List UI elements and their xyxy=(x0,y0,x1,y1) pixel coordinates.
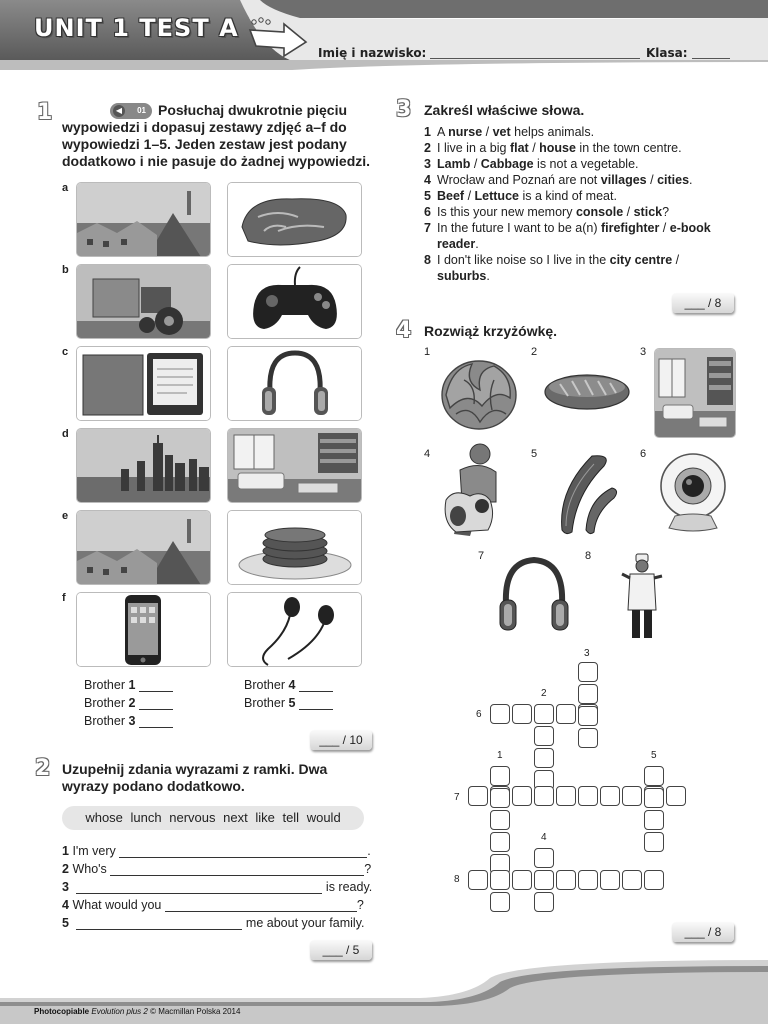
brother-number: 1 xyxy=(128,678,136,692)
living-room-photo xyxy=(654,348,736,438)
crossword-cell[interactable] xyxy=(490,788,510,808)
word-choice[interactable]: villages xyxy=(600,173,647,187)
crossword-cell[interactable] xyxy=(490,892,510,912)
word-choice[interactable]: house xyxy=(539,141,576,155)
sentence-blank[interactable] xyxy=(76,929,242,930)
item-text: / xyxy=(470,157,481,171)
footer-prefix: Photocopiable xyxy=(34,1007,90,1016)
footer-publisher: © Macmillan Polska 2014 xyxy=(150,1007,241,1016)
item-text: / xyxy=(623,205,634,219)
crossword-cell[interactable] xyxy=(490,704,510,724)
word-box xyxy=(62,806,364,830)
sentence-5 xyxy=(62,916,365,930)
exercise-3-item xyxy=(424,188,724,204)
brother-number: 4 xyxy=(288,678,296,692)
word-choice[interactable]: suburbs xyxy=(437,269,487,283)
item-text: . xyxy=(486,269,490,283)
brother-label: Brother xyxy=(244,678,285,692)
exercise-2-number: 2 xyxy=(35,756,51,781)
picture-number: 5 xyxy=(531,448,538,460)
brother-answer-5[interactable] xyxy=(244,696,333,710)
item-text: / xyxy=(482,125,493,139)
answer-blank[interactable] xyxy=(299,709,333,710)
crossword-cell[interactable] xyxy=(556,870,576,890)
audio-track-number: 01 xyxy=(137,106,146,116)
crossword-cell[interactable] xyxy=(578,728,598,748)
item-number: 6 xyxy=(424,205,431,219)
crossword-cell[interactable] xyxy=(512,704,532,724)
crossword-cell[interactable] xyxy=(534,726,554,746)
clue-number: 3 xyxy=(584,648,590,659)
audio-track-button[interactable] xyxy=(110,103,152,119)
answer-blank[interactable] xyxy=(139,691,173,692)
crossword-cell[interactable] xyxy=(578,662,598,682)
sentence-text-end: ? xyxy=(356,898,364,912)
item-number: 1 xyxy=(424,125,431,139)
chef-photo xyxy=(620,550,664,642)
clue-number: 1 xyxy=(497,750,503,761)
item-text: / xyxy=(672,253,680,267)
exercise-3-item xyxy=(424,156,724,172)
item-text: . xyxy=(689,173,693,187)
picture-number: 2 xyxy=(531,346,538,358)
item-text: ? xyxy=(662,205,670,219)
crossword-cell[interactable] xyxy=(644,788,664,808)
picture-number: 3 xyxy=(640,346,647,358)
item-text: helps animals. xyxy=(510,125,595,139)
exercise-1-score: ___ / 10 xyxy=(310,730,372,750)
crossword-cell[interactable] xyxy=(468,786,488,806)
sentence-number: 4 xyxy=(62,898,69,912)
crossword-cell[interactable] xyxy=(512,786,532,806)
picture-number: 7 xyxy=(478,550,485,562)
answer-blank[interactable] xyxy=(139,727,173,728)
item-number: 7 xyxy=(424,221,431,235)
exercise-3-number: 3 xyxy=(396,97,412,122)
item-text: is a kind of meat. xyxy=(518,189,617,203)
class-field[interactable] xyxy=(692,58,730,59)
photo-set-letter: f xyxy=(62,592,66,604)
sentence-number: 1 xyxy=(62,844,69,858)
item-number: 5 xyxy=(424,189,431,203)
crossword-cell[interactable] xyxy=(534,848,554,868)
exercise-3-item xyxy=(424,220,724,252)
item-text: I don't like noise so I live in the xyxy=(437,253,610,267)
copyright-note xyxy=(34,1007,240,1016)
sentence-blank[interactable] xyxy=(76,893,322,894)
crossword-cell[interactable] xyxy=(490,870,510,890)
crossword-cell[interactable] xyxy=(534,870,554,890)
item-text: / xyxy=(646,173,658,187)
picture-number: 8 xyxy=(585,550,592,562)
exercise-3-item xyxy=(424,204,724,220)
item-text: Wrocław and Poznań are not xyxy=(437,173,601,187)
crossword-cell[interactable] xyxy=(534,786,554,806)
earphones-photo xyxy=(227,592,362,667)
class-label: Klasa: xyxy=(646,46,688,60)
sentence-text-end: ? xyxy=(364,862,372,876)
crossword-cell[interactable] xyxy=(578,684,598,704)
sentence-blank[interactable] xyxy=(119,857,367,858)
brother-number: 2 xyxy=(128,696,136,710)
crossword-cell[interactable] xyxy=(534,704,554,724)
word-choice[interactable]: Lamb xyxy=(437,157,471,171)
sentence-3 xyxy=(62,880,372,894)
sentence-blank[interactable] xyxy=(110,875,364,876)
item-text: In the future I want to be a(n) xyxy=(437,221,601,235)
clue-number: 4 xyxy=(541,832,547,843)
word-choice[interactable]: vet xyxy=(492,125,511,139)
picture-number: 4 xyxy=(424,448,431,460)
brother-label: Brother xyxy=(84,696,125,710)
item-text: I live in a big xyxy=(437,141,510,155)
crossword-cell[interactable] xyxy=(490,766,510,786)
word-choice[interactable]: Lettuce xyxy=(474,189,519,203)
old-town-photo xyxy=(76,510,211,585)
word-choice[interactable]: firefighter xyxy=(600,221,660,235)
exercise-3-item xyxy=(424,140,724,156)
word-choice[interactable]: city centre xyxy=(609,253,673,267)
item-number: 8 xyxy=(424,253,431,267)
photo-set-letter: d xyxy=(62,428,69,440)
exercise-1-instruction-text: Posłuchaj dwukrotnie pięciu wypowiedzi i dopasuj zestawy zdjęć a–f do wypowiedzi 1–5. Jeden zestaw jest podany dodatkowo i nie pasuje do żadnej wypowiedzi. xyxy=(62,102,371,170)
test-title: UNIT 1 TEST A xyxy=(34,14,239,42)
crossword-cell[interactable] xyxy=(622,786,642,806)
page-header xyxy=(0,0,768,74)
exercise-3-instruction: Zakreśl właściwe słowa. xyxy=(424,102,585,118)
crossword-cell[interactable] xyxy=(644,832,664,852)
old-town-photo xyxy=(76,182,211,257)
headphones-photo xyxy=(227,346,362,421)
clue-number: 6 xyxy=(476,709,482,720)
word-choice[interactable]: console xyxy=(575,205,624,219)
clue-number: 5 xyxy=(651,750,657,761)
item-text: is not a vegetable. xyxy=(533,157,639,171)
clue-number: 2 xyxy=(541,688,547,699)
word-choice[interactable]: nurse xyxy=(448,125,483,139)
footer-book-title: Evolution plus 2 xyxy=(91,1007,148,1016)
sentence-text: I'm very xyxy=(72,844,116,858)
item-text: / xyxy=(528,141,540,155)
crossword-cell[interactable] xyxy=(622,870,642,890)
crossword-cell[interactable] xyxy=(600,870,620,890)
crossword-cell[interactable] xyxy=(512,870,532,890)
item-number: 3 xyxy=(424,157,431,171)
crossword-cell[interactable] xyxy=(534,892,554,912)
brother-label: Brother xyxy=(84,678,125,692)
sentence-text-end: is ready. xyxy=(325,880,373,894)
photo-set-letter: a xyxy=(62,182,69,194)
item-text: . xyxy=(475,237,479,251)
crossword-cell[interactable] xyxy=(644,766,664,786)
item-text: / xyxy=(659,221,670,235)
crossword-cell[interactable] xyxy=(556,786,576,806)
word-choice[interactable]: e-book reader xyxy=(437,221,711,251)
sentence-4 xyxy=(62,898,364,912)
pancakes-photo xyxy=(227,510,362,585)
crossword-cell[interactable] xyxy=(644,870,664,890)
crossword-cell[interactable] xyxy=(578,706,598,726)
exercise-2-instruction: Uzupełnij zdania wyrazami z ramki. Dwa wyrazy podano dodatkowo. xyxy=(62,761,328,794)
webcam-photo xyxy=(655,452,731,534)
brother-label: Brother xyxy=(244,696,285,710)
brother-answer-2[interactable] xyxy=(84,696,173,710)
smartphone-photo xyxy=(76,592,211,667)
crossword-cell[interactable] xyxy=(534,748,554,768)
word-option: next xyxy=(223,810,248,825)
crossword-cell[interactable] xyxy=(556,704,576,724)
tractor-photo xyxy=(76,264,211,339)
sentence-number: 5 xyxy=(62,916,69,930)
sentence-blank[interactable] xyxy=(165,911,357,912)
clue-number: 8 xyxy=(454,874,460,885)
crossword-cell[interactable] xyxy=(578,870,598,890)
clue-number: 7 xyxy=(454,792,460,803)
brother-number: 3 xyxy=(128,714,136,728)
brother-number: 5 xyxy=(288,696,296,710)
crossword-cell[interactable] xyxy=(468,870,488,890)
item-text: A xyxy=(437,125,449,139)
lettuce-photo xyxy=(436,350,522,434)
word-choice[interactable]: cities xyxy=(657,173,690,187)
photo-set-letter: b xyxy=(62,264,69,276)
man-with-dog-photo xyxy=(436,440,506,540)
word-choice[interactable]: Cabbage xyxy=(480,157,534,171)
sentence-text-end: me about your family. xyxy=(245,916,365,930)
speaker-icon: ◀ xyxy=(113,105,125,117)
word-option: like xyxy=(255,810,275,825)
exercise-1-instruction xyxy=(62,102,380,170)
brother-answer-1[interactable] xyxy=(84,678,173,692)
e-book-reader-photo xyxy=(76,346,211,421)
exercise-3-item xyxy=(424,252,724,284)
word-choice[interactable]: Beef xyxy=(437,189,465,203)
living-room-photo xyxy=(227,428,362,503)
sentence-text-end: . xyxy=(367,844,371,858)
brother-answer-3[interactable] xyxy=(84,714,173,728)
exercise-2-score: ___ / 5 xyxy=(310,940,372,960)
game-controller-photo xyxy=(227,264,362,339)
item-text: in the town centre. xyxy=(575,141,682,155)
name-field[interactable] xyxy=(430,58,640,59)
word-option: tell xyxy=(282,810,300,825)
answer-blank[interactable] xyxy=(299,691,333,692)
bread-photo xyxy=(542,370,632,414)
picture-number: 1 xyxy=(424,346,431,358)
crossword-cell[interactable] xyxy=(666,786,686,806)
crossword-cell[interactable] xyxy=(600,786,620,806)
sentence-text: Who's xyxy=(72,862,107,876)
exercise-3-item xyxy=(424,124,724,140)
raw-meat-photo xyxy=(227,182,362,257)
photo-set-letter: c xyxy=(62,346,69,358)
item-number: 2 xyxy=(424,141,431,155)
sentence-number: 2 xyxy=(62,862,69,876)
sentence-2 xyxy=(62,862,371,876)
crossword-cell[interactable] xyxy=(578,786,598,806)
photo-set-letter: e xyxy=(62,510,69,522)
word-option: lunch xyxy=(130,810,162,825)
exercise-4-instruction: Rozwiąż krzyżówkę. xyxy=(424,323,558,339)
exercise-4-number: 4 xyxy=(396,318,412,343)
sentence-text: What would you xyxy=(72,898,162,912)
word-choice[interactable]: stick xyxy=(633,205,663,219)
name-label: Imię i nazwisko: xyxy=(318,46,427,60)
item-number: 4 xyxy=(424,173,431,187)
brother-label: Brother xyxy=(84,714,125,728)
crossword-cell[interactable] xyxy=(490,832,510,852)
exercise-3-item xyxy=(424,172,724,188)
word-option: would xyxy=(306,810,341,825)
answer-blank[interactable] xyxy=(139,709,173,710)
sentence-1 xyxy=(62,844,371,858)
exercise-1-number: 1 xyxy=(37,100,53,125)
word-option: whose xyxy=(85,810,123,825)
exercise-3-list xyxy=(424,124,724,284)
word-choice[interactable]: flat xyxy=(509,141,529,155)
headphones-photo xyxy=(494,554,574,636)
sentence-number: 3 xyxy=(62,880,69,894)
picture-number: 6 xyxy=(640,448,647,460)
city-skyline-photo xyxy=(76,428,211,503)
word-option: nervous xyxy=(169,810,216,825)
brother-answer-4[interactable] xyxy=(244,678,333,692)
exercise-3-score: ___ / 8 xyxy=(672,293,734,313)
pea-pods-photo xyxy=(552,450,624,536)
item-text: / xyxy=(464,189,475,203)
crossword-cell[interactable] xyxy=(490,810,510,830)
exercise-4-score: ___ / 8 xyxy=(672,922,734,942)
crossword-cell[interactable] xyxy=(644,810,664,830)
item-text: Is this your new memory xyxy=(437,205,576,219)
